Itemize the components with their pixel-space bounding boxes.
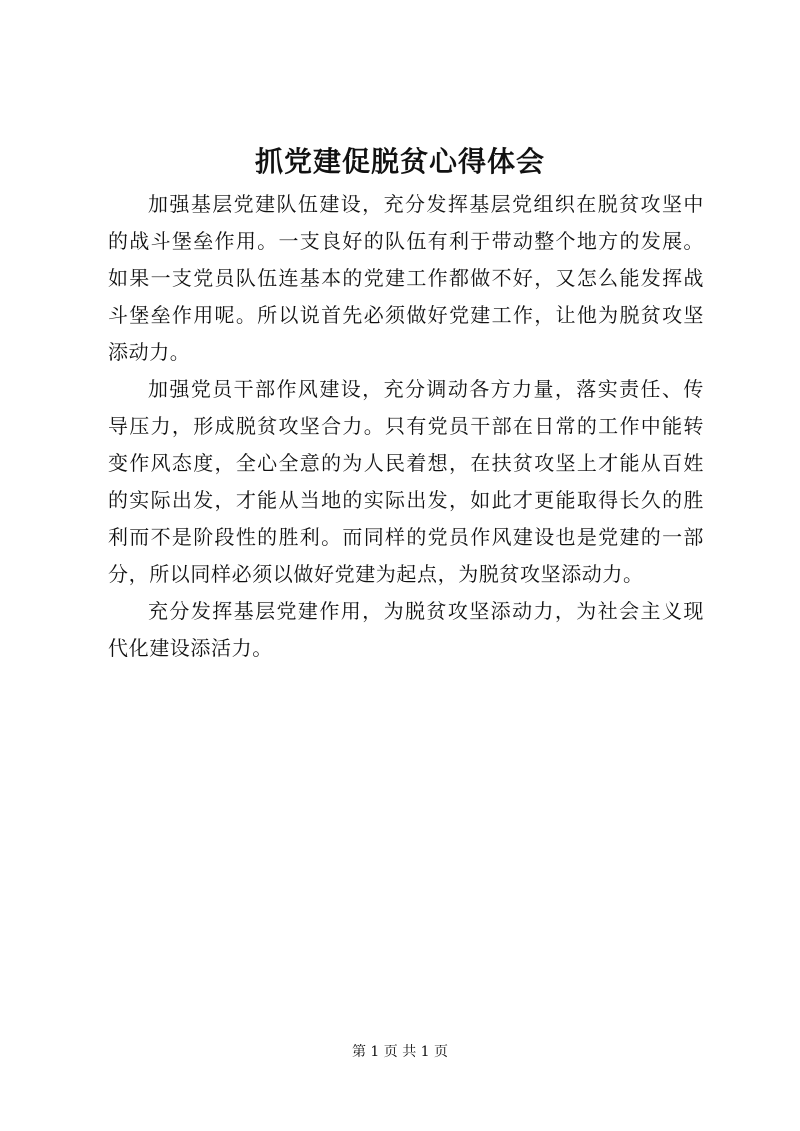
document-body [108,186,704,667]
paragraph-2: 加强党员干部作风建设，充分调动各方力量，落实责任、传导压力，形成脱贫攻坚合力。只有党员干部在日常的工作中能转变作风态度，全心全意的为人民着想，在扶贫攻坚上才能从百姓的实际出发，才能从当地的实际出发，如此才更能取得长久的胜利而不是阶段性的胜利。而同样的党员作风建设也是党建的一部分，所以同样必须以做好党建为起点，为脱贫攻坚添动力。 [108,377,704,586]
page-number-footer: 第 1 页 共 1 页 [351,1044,449,1060]
paragraph-3: 充分发挥基层党建作用，为脱贫攻坚添动力，为社会主义现代化建设添活力。 [108,599,704,660]
document-title: 抓党建促脱贫心得体会 [254,145,545,178]
paragraph-1: 加强基层党建队伍建设，充分发挥基层党组织在脱贫攻坚中的战斗堡垒作用。一支良好的队伍有利于带动整个地方的发展。如果一支党员队伍连基本的党建工作都做不好，又怎么能发挥战斗堡垒作用呢。所以说首先必须做好党建工作，让他为脱贫攻坚添动力。 [108,192,704,364]
